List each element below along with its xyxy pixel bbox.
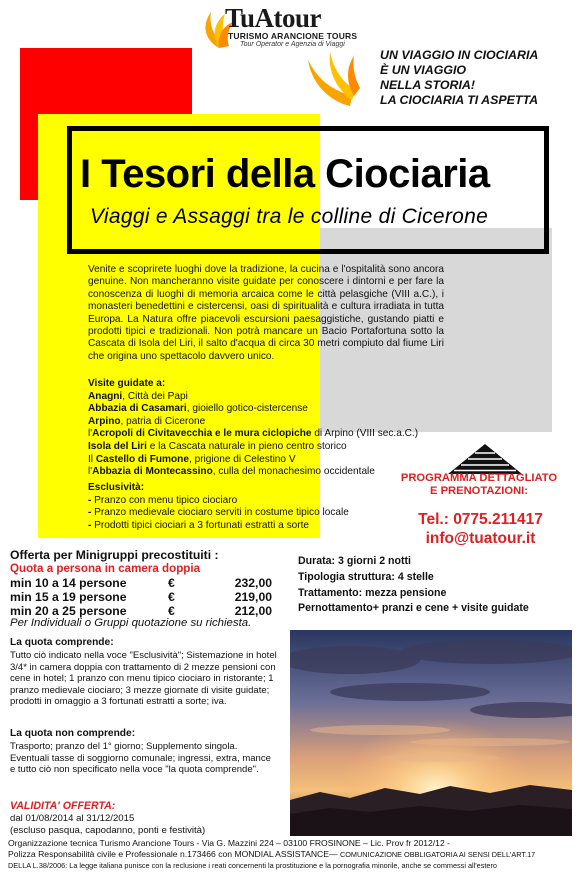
pyramid-icon [448, 444, 522, 474]
validity-body [10, 813, 205, 836]
price-row: min 10 a 14 persone € 232,00 [10, 576, 272, 590]
logo-title: TuAtour [225, 3, 322, 33]
page-subtitle: Viaggi e Assaggi tra le colline di Cicerone [90, 205, 489, 228]
list-item: Abbazia di Casamari, gioiello gotico-cistercense [88, 403, 308, 415]
detail-line: Pernottamento+ pranzi e cene + visite guidate [298, 602, 529, 615]
slogan-line: NELLA STORIA! [380, 78, 475, 92]
detail-line: Tipologia struttura: 4 stelle [298, 570, 434, 583]
validity-line: (escluso pasqua, capodanno, ponti e festività) [10, 824, 206, 836]
slogan-line: LA CIOCIARIA TI ASPETTA [380, 93, 539, 107]
guided-visits-list [88, 378, 448, 479]
list-item: - Pranzo con menu tipico ciociaro [88, 494, 238, 506]
phone-number[interactable]: Tel.: 0775.211417 [418, 511, 543, 528]
exclusives-heading: Esclusività: [88, 482, 145, 493]
program-line: PROGRAMMA DETTAGLIATO [400, 472, 558, 484]
validity-heading: VALIDITA' OFFERTA: [10, 800, 116, 812]
list-item: Arpino, patria di Cicerone [88, 415, 206, 427]
footer-line: Polizza Responsabilità civile e Professionale n.173466 con MONDIAL ASSISTANCE— COMUNICAZIONE OBBLIGATORIA AI SENSI DELL'ART.17 [8, 849, 536, 859]
offer-note: Per Individuali o Gruppi quotazione su richiesta. [10, 617, 252, 629]
price-row: min 15 a 19 persone € 219,00 [10, 590, 272, 604]
includes-heading: La quota comprende: [10, 637, 114, 648]
exclusives-list [88, 482, 368, 532]
email-link[interactable]: info@tuatour.it [425, 530, 536, 547]
guided-visits-heading: Visite guidate a: [88, 378, 166, 389]
list-item: Anagni, Città dei Papi [88, 390, 188, 402]
intro-paragraph: Venite e scoprirete luoghi dove la tradizione, la cucina e l'ospitalità sono ancora genuine. Non mancheranno visite guidate per conoscere i dintorni e per fare la conoscenza di luoghi di memoria arcaica come le città pelasgiche (VIII a.C.), i monasteri benedettini e cistercensi, oasi di spiritualità e cultura irradiata in tutta Europa. La Natura offre piacevoli escursioni paesaggistiche, gustando piatti e prodotti tipici e tradizionali. Non potrà mancare un Bacio Portafortuna sotto la Cascata di Isola del Liri, il salto d'acqua di circa 30 metri compiuto dal fiume Liri che origina uno spettacolo davvero unico. [88, 264, 444, 362]
includes-body: Tutto ciò indicato nella voce "Esclusività"; Sistemazione in hotel 3/4* in camera doppia con trattamento di 2 mezze pensioni con cene in hotel; 1 pranzo con menu tipico ciociaro in ristorante; 1 pranzo medievale ciociaro; 3 mezze giornate di visite guidate; prodotti in omaggio a 3 fortunati estratti a sorte; iva. [10, 650, 277, 708]
excludes-heading: La quota non comprende: [10, 728, 136, 739]
program-line: E PRENOTAZIONI: [430, 485, 528, 497]
list-item: l'Abbazia di Montecassino, culla del monachesimo occidentale [88, 466, 375, 478]
logo-tagline: Tour Operator e Agenzia di Viaggi [240, 41, 345, 48]
offer-quota-label: Quota a persona in camera doppia [10, 562, 201, 575]
page-title: I Tesori della Ciociaria [80, 152, 490, 196]
offer-title: Offerta per Minigruppi precostituiti : [10, 548, 219, 562]
logo-subtitle: TURISMO ARANCIONE TOURS [228, 31, 358, 41]
excludes-body: Trasporto; pranzo del 1° giorno; Supplemento singola. Eventuali tasse di soggiorno comunale; ingressi, extra, mance e tutto ciò non specificato nella voce "la quota comprende". [10, 741, 271, 776]
slogan-line: UN VIAGGIO IN CIOCIARIA [380, 48, 539, 62]
trip-details [298, 554, 529, 617]
list-item: l'Acropoli di Civitavecchia e le mura ciclopiche di Arpino (VIII sec.a.C.) [88, 428, 419, 440]
sun-swirl-icon [302, 46, 362, 110]
footer-line: Organizzazione tecnica Turismo Arancione Tours - Via G. Mazzini 224 – 03100 FROSINONE – Lic. Prov fr 2012/12 - [8, 838, 450, 848]
sunset-photo [290, 630, 572, 836]
price-row: min 20 a 25 persone € 212,00 [10, 604, 272, 618]
list-item: - Pranzo medievale ciociaro serviti in costume tipico locale [88, 507, 349, 519]
list-item: Isola del Liri e la Cascata naturale in pieno centro storico [88, 440, 347, 452]
list-item: Il Castello di Fumone, prigione di Celestino V [88, 453, 296, 465]
list-item: - Prodotti tipici ciociari a 3 fortunati estratti a sorte [88, 519, 310, 531]
slogan [380, 48, 575, 108]
validity-line: dal 01/08/2014 al 31/12/2015 [10, 813, 135, 824]
footer-line: DELLA L.38/2006: La legge italiana punisce con la reclusione i reati concernenti la prostituzione e la pornografia minorile, anche se commessi all'estero [8, 861, 497, 870]
footer [8, 838, 574, 871]
slogan-line: È UN VIAGGIO [380, 63, 467, 77]
program-heading [384, 472, 574, 498]
detail-line: Durata: 3 giorni 2 notti [298, 555, 412, 567]
detail-line: Trattamento: mezza pensione [298, 586, 447, 599]
